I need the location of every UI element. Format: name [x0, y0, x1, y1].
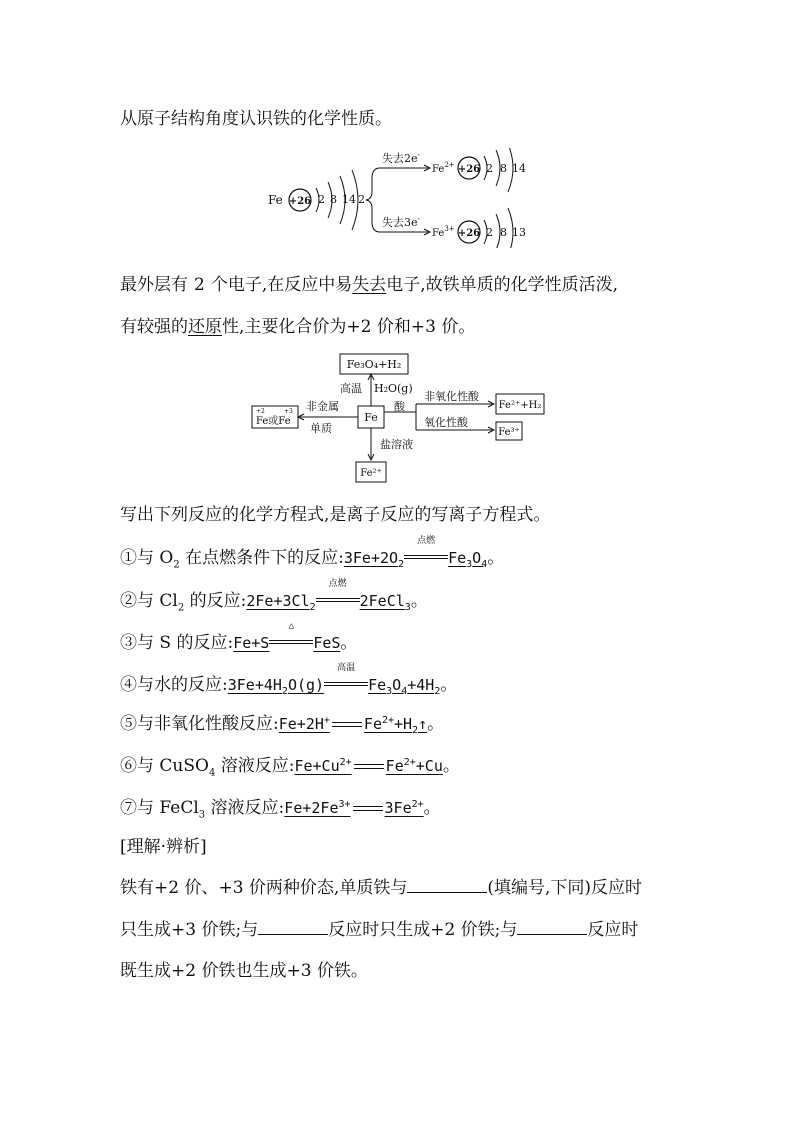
svg-text:单质: 单质 [310, 422, 332, 435]
svg-text:高温: 高温 [340, 382, 362, 395]
center-fe: Fe [364, 411, 378, 424]
fill-blank-1[interactable] [407, 876, 487, 893]
lose3-label: 失去3e [382, 216, 418, 229]
svg-text:失去2e-: 失去2e- [382, 151, 420, 165]
svg-text:盐溶液: 盐溶液 [380, 438, 413, 451]
fe2-ion: Fe [432, 164, 445, 175]
top-box-text: Fe₃O₄+H₂ [346, 358, 402, 371]
svg-text:8: 8 [500, 226, 507, 239]
svg-text:14: 14 [512, 162, 526, 175]
right-top-box-text: Fe²⁺+H₂ [498, 400, 542, 411]
fill-blank-2[interactable] [258, 918, 328, 935]
paragraph-line-1: 最外层有 2 个电子,在反应中易失去电子,故铁单质的化学性质活泼, [120, 275, 619, 295]
svg-text:+2: +2 [256, 408, 265, 415]
reaction-2: ②与 $Cl_2$ 的反应$:2Fe+3Cl_2$ 点燃 2FeCl$_3$。 [120, 579, 428, 614]
reaction-5: ⑤与非氧化性酸反应:Fe+2H+ $Fe^{2+}+H_2↑$。 [120, 714, 445, 736]
shell-4: 2 [358, 193, 365, 206]
nucleus-charge: +26 [288, 196, 312, 207]
svg-text:氧化性酸: 氧化性酸 [424, 416, 468, 429]
answer-lose: 失去 [352, 275, 387, 295]
paragraph-line-2: 有较强的还原性,主要化合价为+2 价和+3 价。 [120, 317, 476, 337]
svg-text:2: 2 [486, 162, 493, 175]
svg-text:酸: 酸 [394, 400, 405, 413]
svg-text:13: 13 [512, 226, 526, 239]
question-line-1: 铁有+2 价、+3 价两种价态,单质铁与 (填编号,下同)反应时 [120, 878, 643, 898]
reaction-4: ④与水的反应$:3Fe+4H_2O(g)$ 高温 $Fe_3O_4+4H_2$。 [120, 663, 458, 697]
reaction-7: ⑦与 FeCl$_3$ 溶液反应$:Fe+2Fe^{3+}$ $3Fe^{2+}$。 [120, 798, 441, 821]
svg-text:Fe2+: $Fe^{2+}$ [432, 161, 455, 175]
svg-text:+26: +26 [457, 164, 481, 175]
iron-reaction-flow-diagram [248, 350, 548, 486]
answer-reducing: 还原 [188, 317, 222, 337]
svg-text:非金属: 非金属 [306, 400, 339, 413]
reaction-3: ③与 S 的反应:Fe+S △ FeS。 [120, 621, 358, 653]
fe-symbol: Fe [268, 193, 283, 207]
right-bottom-box-text: Fe³⁺ [498, 427, 520, 438]
question-line-3: 既生成+2 价铁也生成+3 价铁。 [120, 961, 368, 981]
shell-1: 2 [318, 193, 325, 206]
question-line-2: 只生成+3 价铁;与 反应时只生成+2 价铁;与 反应时 [120, 920, 639, 940]
write-instruction: 写出下列反应的化学方程式,是离子反应的写离子方程式。 [120, 505, 551, 525]
reaction-1: ①与 $O_2$ 在点燃条件下的反应$:3Fe+2O_2$ 点燃 $Fe_3O_4$。 [120, 536, 505, 571]
svg-text:H₂O(g): H₂O(g) [374, 382, 413, 395]
svg-text:8: 8 [500, 162, 507, 175]
bottom-box-text: Fe²⁺ [360, 468, 382, 479]
svg-text:2: 2 [486, 226, 493, 239]
fill-blank-3[interactable] [517, 918, 587, 935]
intro-text: 从原子结构角度认识铁的化学性质。 [120, 109, 392, 129]
shell-2: 8 [330, 193, 337, 206]
fe3-ion: Fe [432, 228, 445, 239]
lose2-label: 失去2e [382, 152, 418, 165]
svg-text:Fe3+: $Fe^{3+}$ [432, 225, 455, 239]
shell-3: 14 [342, 193, 356, 206]
left-box-text: Fe或Fe [256, 416, 291, 427]
understand-heading: [理解·辨析] [120, 837, 207, 857]
svg-text:失去3e-: 失去3e- [382, 215, 420, 229]
reaction-6: ⑥与 CuSO$_4$ 溶液反应$:Fe+Cu^{2+}$ $Fe^{2+}+Cu$。 [120, 756, 460, 779]
atom-structure-diagram [262, 148, 532, 248]
svg-text:非氧化性酸: 非氧化性酸 [424, 390, 479, 403]
svg-text:+26: +26 [457, 228, 481, 239]
svg-text:+3: +3 [284, 408, 293, 415]
